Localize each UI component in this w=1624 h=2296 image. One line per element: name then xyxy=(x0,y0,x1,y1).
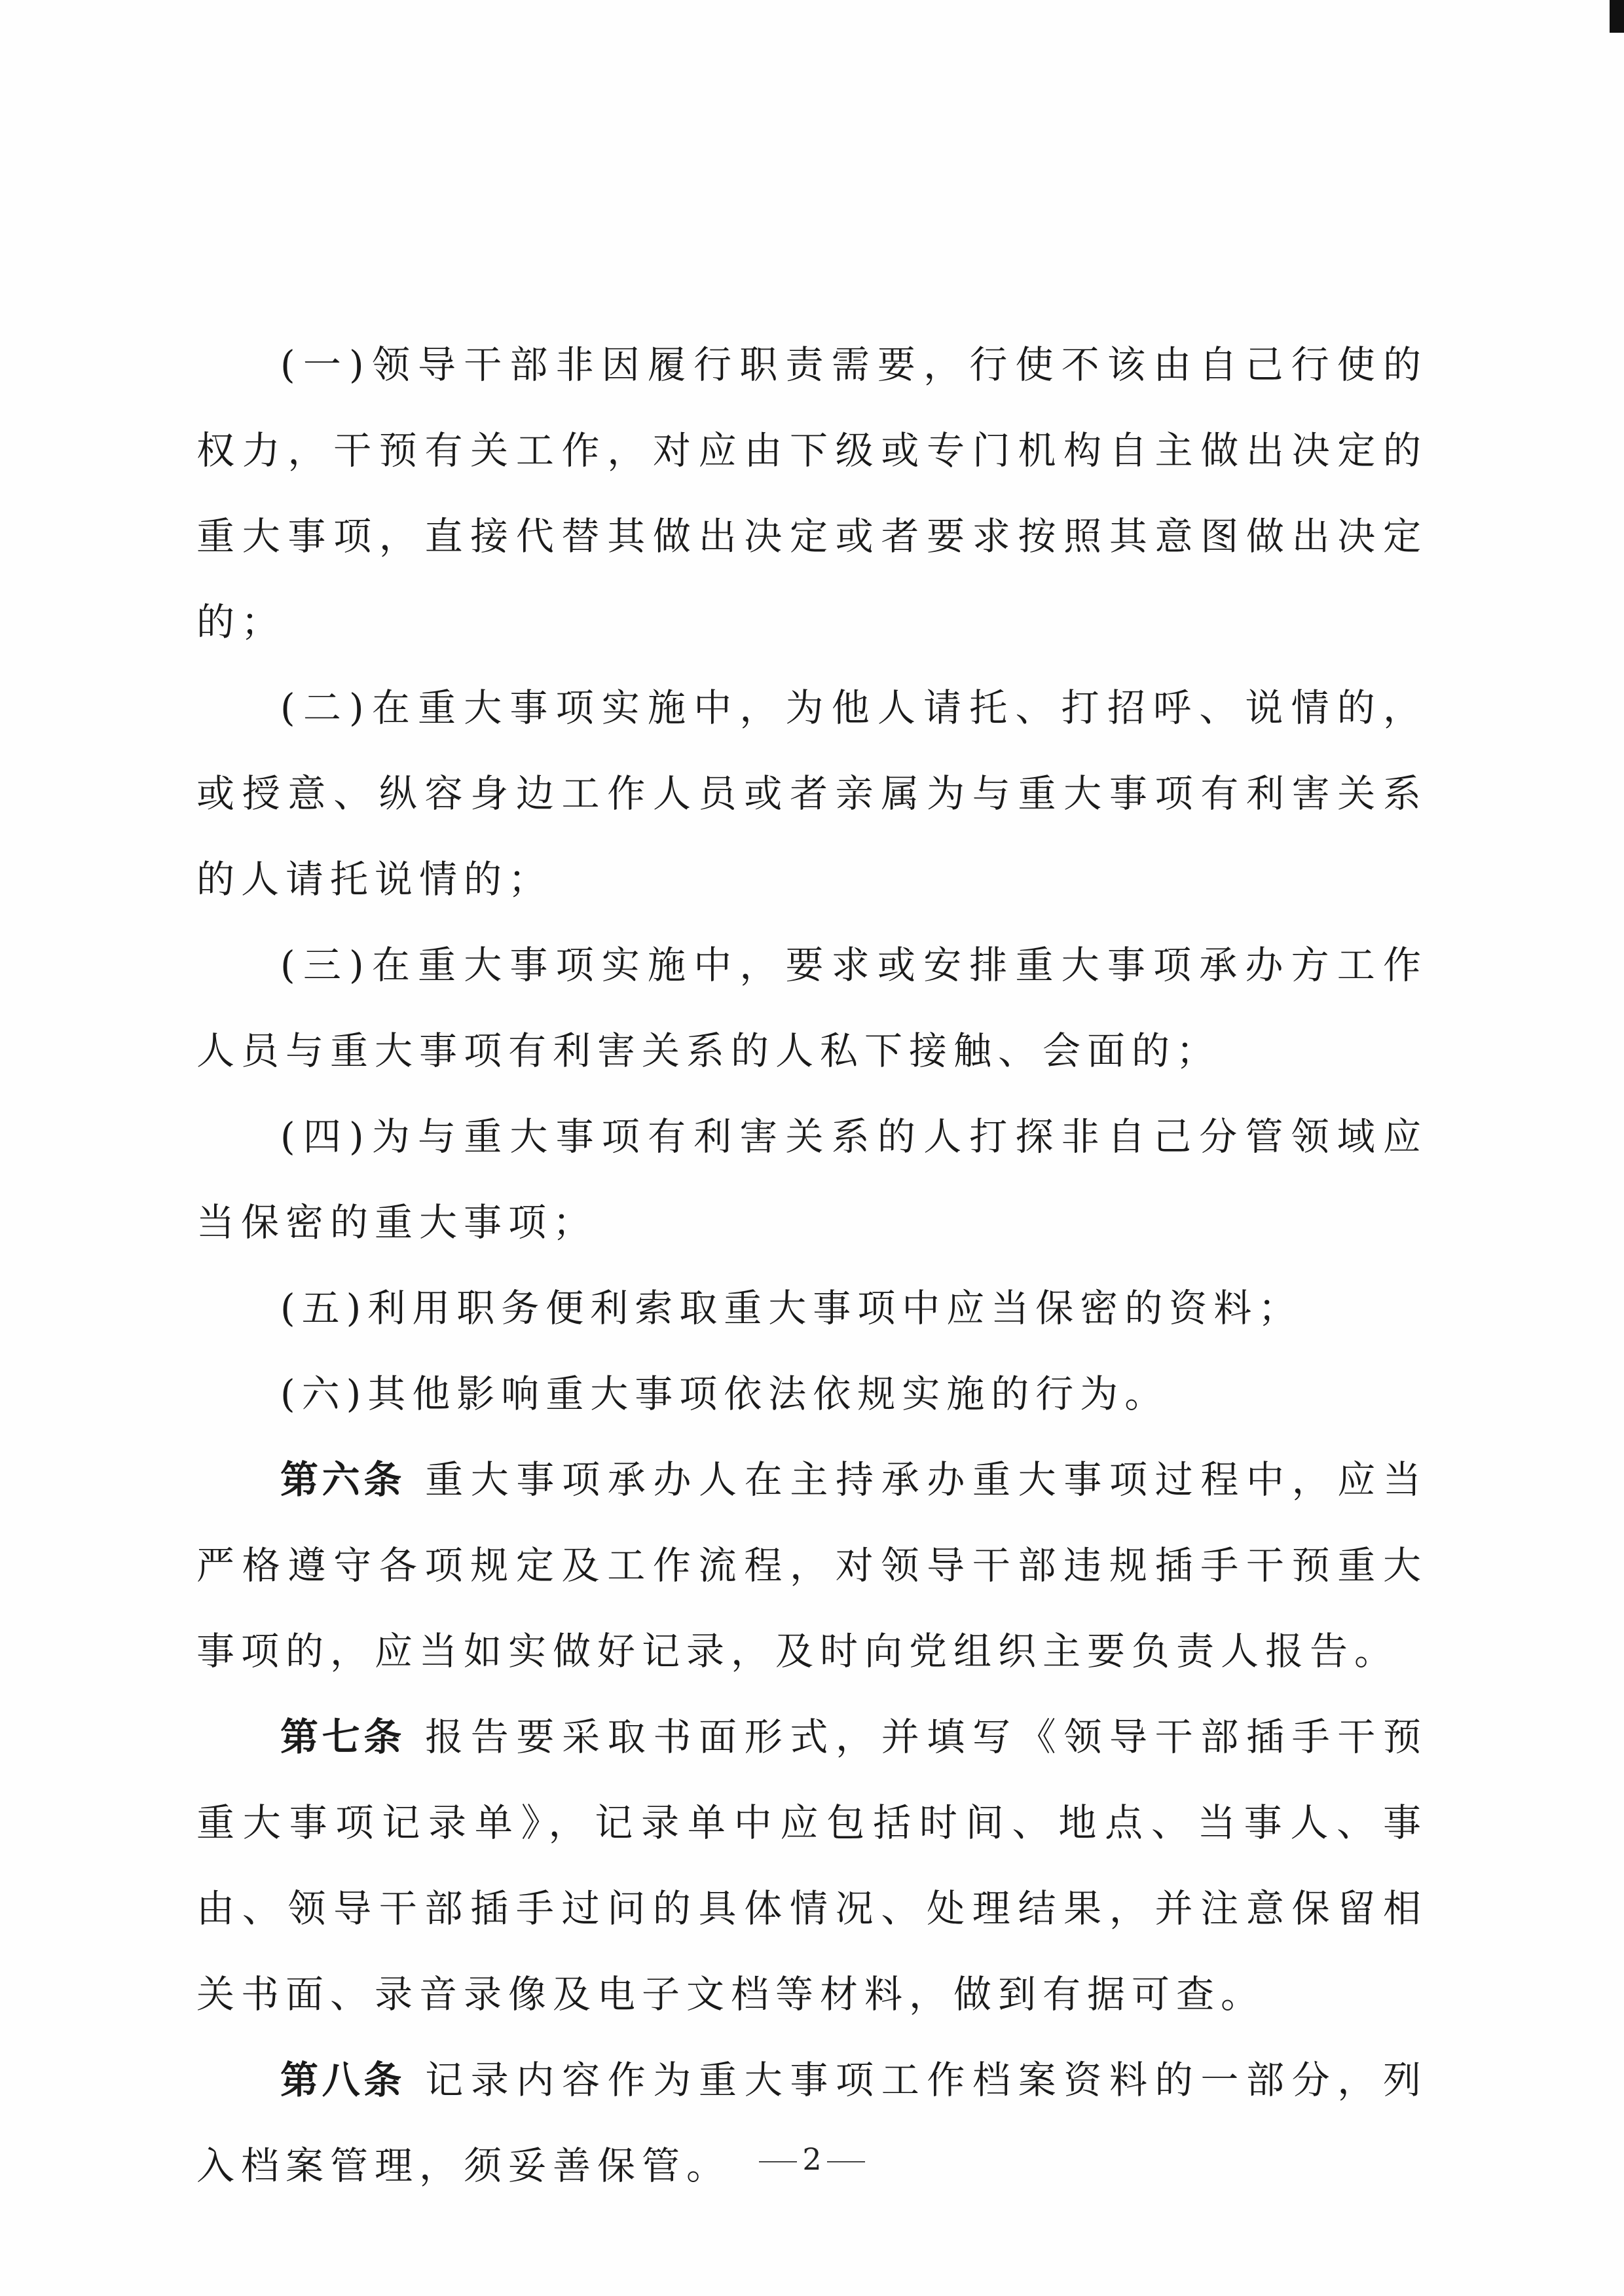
paragraph-item-6 xyxy=(196,1351,1428,1437)
paragraph-text: (五)利用职务便利索取重大事项中应当保密的资料； xyxy=(280,1286,1303,1330)
paragraph-item-1 xyxy=(196,322,1428,665)
paragraph-text: 记录内容作为重大事项工作档案资料的一部分，列入档案管理，须妥善保管。 xyxy=(196,2058,1428,2188)
paragraph-text: (二)在重大事项实施中，为他人请托、打招呼、说情的，或授意、纵容身边工作人员或者亲属为与重大事项有利害关系的人请托说情的； xyxy=(196,685,1428,902)
page-number: 2 xyxy=(802,2141,822,2177)
document-body xyxy=(196,322,1428,2209)
paragraph-item-3 xyxy=(196,922,1428,1094)
scan-edge-mark xyxy=(1610,0,1624,33)
paragraph-text: (六)其他影响重大事项依法依规实施的行为。 xyxy=(280,1372,1170,1416)
footer-dash-left xyxy=(759,2161,797,2162)
article-8 xyxy=(196,2037,1428,2209)
article-heading: 第七条 xyxy=(280,1715,405,1759)
paragraph-text: (一)领导干部非因履行职责需要，行使不该由自己行使的权力，干预有关工作，对应由下级或专门机构自主做出决定的重大事项，直接代替其做出决定或者要求按照其意图做出决定的； xyxy=(196,342,1428,644)
paragraph-item-2 xyxy=(196,665,1428,922)
footer-dash-right xyxy=(827,2161,865,2162)
paragraph-text: 重大事项承办人在主持承办重大事项过程中，应当严格遵守各项规定及工作流程，对领导干部违规插手干预重大事项的，应当如实做好记录，及时向党组织主要负责人报告。 xyxy=(196,1457,1428,1673)
paragraph-item-4 xyxy=(196,1094,1428,1266)
paragraph-item-5 xyxy=(196,1266,1428,1351)
article-heading: 第六条 xyxy=(280,1457,405,1502)
paragraph-text: 报告要采取书面形式，并填写《领导干部插手干预重大事项记录单》，记录单中应包括时间、地点、当事人、事由、领导干部插手过问的具体情况、处理结果，并注意保留相关书面、录音录像及电子文档等材料，做到有据可查。 xyxy=(196,1715,1428,2016)
paragraph-text: (三)在重大事项实施中，要求或安排重大事项承办方工作人员与重大事项有利害关系的人私下接触、会面的； xyxy=(196,943,1428,1073)
paragraph-text: (四)为与重大事项有利害关系的人打探非自己分管领域应当保密的重大事项； xyxy=(196,1114,1428,1245)
page-footer xyxy=(0,2140,1624,2179)
article-7 xyxy=(196,1694,1428,2037)
article-6 xyxy=(196,1437,1428,1694)
article-heading: 第八条 xyxy=(280,2058,405,2102)
